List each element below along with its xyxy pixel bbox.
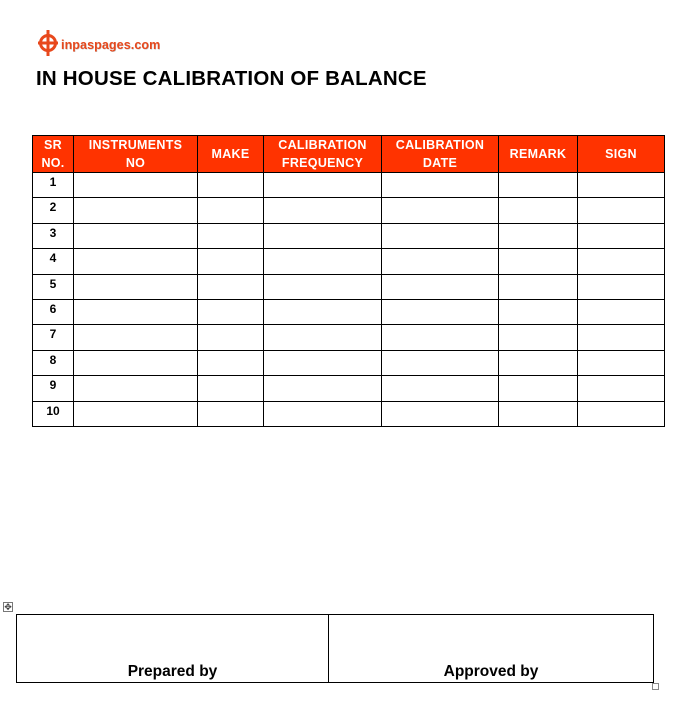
table-cell[interactable] — [382, 325, 499, 350]
table-cell[interactable] — [499, 249, 578, 274]
table-cell[interactable] — [74, 401, 198, 426]
table-cell[interactable] — [578, 173, 665, 198]
table-cell[interactable] — [499, 401, 578, 426]
prepared-by-label: Prepared by — [127, 663, 218, 680]
table-cell[interactable] — [74, 173, 198, 198]
page-title: IN HOUSE CALIBRATION OF BALANCE — [36, 67, 427, 90]
table-cell[interactable] — [578, 350, 665, 375]
table-row — [33, 223, 665, 248]
column-header — [499, 136, 578, 173]
sr-no-cell: 3 — [33, 223, 74, 248]
table-row — [33, 325, 665, 350]
logo-text: inpaspages.com — [61, 38, 161, 52]
table-cell[interactable] — [198, 401, 264, 426]
table-cell[interactable] — [499, 173, 578, 198]
table-cell[interactable] — [578, 299, 665, 324]
column-header — [33, 136, 74, 173]
column-header — [198, 136, 264, 173]
column-header — [264, 136, 382, 173]
column-header-line1: REMARK — [509, 147, 567, 161]
table-cell[interactable] — [499, 198, 578, 223]
table-cell[interactable] — [382, 350, 499, 375]
table-cell[interactable] — [264, 198, 382, 223]
table-cell[interactable] — [578, 401, 665, 426]
table-cell[interactable] — [264, 249, 382, 274]
table-cell[interactable] — [198, 350, 264, 375]
calibration-table — [32, 135, 665, 427]
column-header — [74, 136, 198, 173]
table-cell[interactable] — [578, 223, 665, 248]
table-header-row — [33, 136, 665, 173]
table-row — [33, 274, 665, 299]
sr-no-cell: 2 — [33, 198, 74, 223]
column-header-line1: SIGN — [605, 147, 637, 161]
table-cell[interactable] — [74, 299, 198, 324]
sr-no-cell: 7 — [33, 325, 74, 350]
column-header — [382, 136, 499, 173]
sr-no-cell: 4 — [33, 249, 74, 274]
table-cell[interactable] — [264, 299, 382, 324]
table-cell[interactable] — [499, 376, 578, 401]
column-header-line1: INSTRUMENTS — [88, 138, 183, 152]
logo — [37, 29, 177, 57]
column-header-line1: CALIBRATION — [395, 138, 485, 152]
approved-by-label: Approved by — [443, 663, 539, 680]
table-cell[interactable] — [198, 173, 264, 198]
table-cell[interactable] — [74, 376, 198, 401]
table-cell[interactable] — [198, 376, 264, 401]
table-cell[interactable] — [74, 325, 198, 350]
table-cell[interactable] — [382, 376, 499, 401]
column-header-line2: DATE — [422, 156, 458, 170]
table-cell[interactable] — [74, 274, 198, 299]
table-cell[interactable] — [578, 198, 665, 223]
sr-no-cell: 10 — [33, 401, 74, 426]
table-cell[interactable] — [382, 401, 499, 426]
table-cell[interactable] — [499, 223, 578, 248]
approved-by-cell[interactable] — [329, 615, 654, 683]
table-row — [33, 198, 665, 223]
move-handle-icon[interactable]: ✥ — [4, 602, 12, 612]
table-cell[interactable] — [264, 401, 382, 426]
table-cell[interactable] — [198, 249, 264, 274]
table-cell[interactable] — [499, 350, 578, 375]
table-cell[interactable] — [264, 173, 382, 198]
table-body — [33, 173, 665, 427]
table-cell[interactable] — [499, 299, 578, 324]
table-cell[interactable] — [264, 350, 382, 375]
table-cell[interactable] — [382, 299, 499, 324]
table-cell[interactable] — [499, 325, 578, 350]
table-cell[interactable] — [198, 325, 264, 350]
column-header-line1: MAKE — [211, 147, 250, 161]
sr-no-cell: 1 — [33, 173, 74, 198]
table-cell[interactable] — [578, 325, 665, 350]
table-cell[interactable] — [382, 198, 499, 223]
sr-no-cell: 5 — [33, 274, 74, 299]
table-cell[interactable] — [74, 249, 198, 274]
table-cell[interactable] — [264, 274, 382, 299]
table-cell[interactable] — [74, 223, 198, 248]
column-header-line1: SR — [44, 138, 62, 152]
table-cell[interactable] — [382, 223, 499, 248]
column-header-line2: NO. — [41, 156, 65, 170]
table-cell[interactable] — [578, 274, 665, 299]
table-cell[interactable] — [578, 249, 665, 274]
table-cell[interactable] — [198, 274, 264, 299]
table-cell[interactable] — [264, 325, 382, 350]
sr-no-cell: 6 — [33, 299, 74, 324]
sr-no-cell: 9 — [33, 376, 74, 401]
table-row — [33, 350, 665, 375]
table-cell[interactable] — [74, 198, 198, 223]
table-row — [33, 376, 665, 401]
table-row — [33, 299, 665, 324]
table-cell[interactable] — [578, 376, 665, 401]
column-header — [578, 136, 665, 173]
logo-cross-icon — [37, 29, 63, 57]
resize-handle-icon[interactable] — [652, 683, 659, 690]
table-cell[interactable] — [264, 223, 382, 248]
column-header-line2: NO — [125, 156, 146, 170]
table-cell[interactable] — [198, 299, 264, 324]
sr-no-cell: 8 — [33, 350, 74, 375]
column-header-line2: FREQUENCY — [281, 156, 364, 170]
table-cell[interactable] — [382, 173, 499, 198]
table-cell[interactable] — [382, 274, 499, 299]
table-cell[interactable] — [198, 223, 264, 248]
table-row — [33, 173, 665, 198]
signature-table — [16, 614, 654, 683]
table-cell[interactable] — [74, 350, 198, 375]
table-cell[interactable] — [264, 376, 382, 401]
table-cell[interactable] — [499, 274, 578, 299]
table-cell[interactable] — [382, 249, 499, 274]
column-header-line1: CALIBRATION — [278, 138, 367, 152]
table-cell[interactable] — [198, 198, 264, 223]
table-row — [33, 249, 665, 274]
prepared-by-cell[interactable] — [17, 615, 329, 683]
table-row — [33, 401, 665, 426]
